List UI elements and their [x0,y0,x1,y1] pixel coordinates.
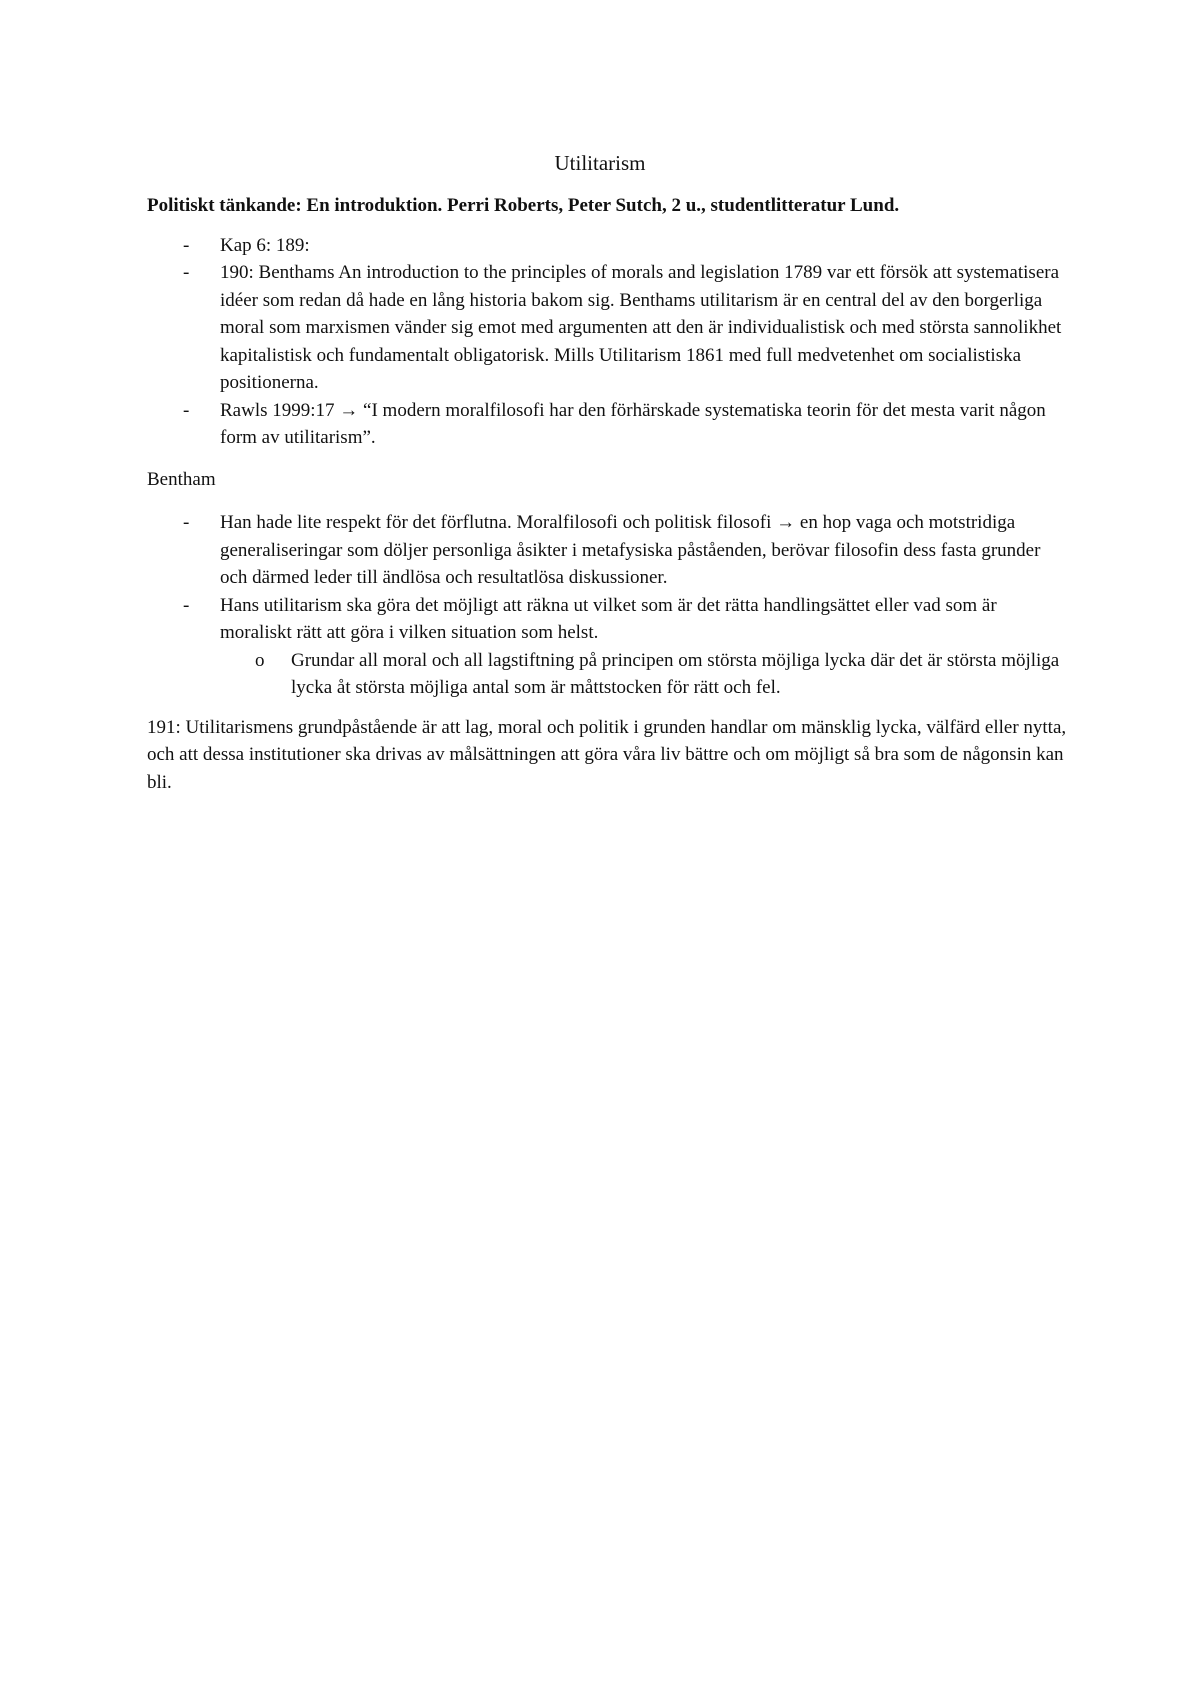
sub-list-item [147,647,1067,702]
dash-bullet: - [183,594,190,616]
section-heading-bentham: Bentham [147,468,216,490]
list-item-text: Han hade lite respekt för det förflutna. Moralfilosofi och politisk filosofi → en hop vaga och motstridiga generaliseringar som döljer personliga åsikter i metafysiska påståenden, berövar filosofin dess fasta grunder och därmed leder till ändlösa och resultatlösa diskussioner. [220,512,1041,588]
paragraph-191: 191: Utilitarismens grundpåstående är att lag, moral och politik i grunden handlar om mänsklig lycka, välfärd eller nytta, och att dessa institutioner ska drivas av målsättningen att göra våra liv bättre och om möjligt så bra som de någonsin kan bli. [147,716,1067,793]
sub-list-item-text: Grundar all moral och all lagstiftning på principen om största möjliga lycka där det är största möjliga lycka åt största möjliga antal som är måttstocken för rätt och fel. [291,649,1060,698]
citation: Politiskt tänkande: En introduktion. Perri Roberts, Peter Sutch, 2 u., studentlitteratur Lund. [147,195,900,216]
list-item-text: Kap 6: 189: [220,234,310,256]
dash-bullet: - [183,512,190,533]
document-body [147,192,1067,796]
list-item-text: 190: Benthams An introduction to the principles of morals and legislation 1789 var ett försök att systematisera idéer som redan då hade en lång historia bakom sig. Benthams utilitarism är en central del av den borgerliga moral som marxismen vänder sig emot med argumenten att den är individualistisk och med största sannolikhet kapitalistisk och fundamentalt obligatorisk. Mills Utilitarism 1861 med full medvetenhet om socialistiska positionerna. [220,262,1062,393]
document-title: Utilitarism [554,151,646,175]
list-item-text: Rawls 1999:17 → “I modern moralfilosofi har den förhärskade systematiska teorin för det mesta varit någon form av utilitarism”. [220,399,1046,448]
circle-bullet: o [255,649,265,671]
list-item [147,397,1067,452]
list-chapter-notes [147,232,1067,452]
list-item [147,509,1067,592]
list-item [147,232,1067,260]
list-item-text: Hans utilitarism ska göra det möjligt att räkna ut vilket som är det rätta handlingsättet eller vad som är moraliskt rätt att göra i vilken situation som helst. [220,594,997,643]
dash-bullet: - [183,399,190,421]
list-item [147,592,1067,647]
list-item [147,259,1067,397]
list-bentham [147,509,1067,647]
sub-list [147,647,1067,702]
dash-bullet: - [183,262,190,283]
dash-bullet: - [183,234,190,256]
